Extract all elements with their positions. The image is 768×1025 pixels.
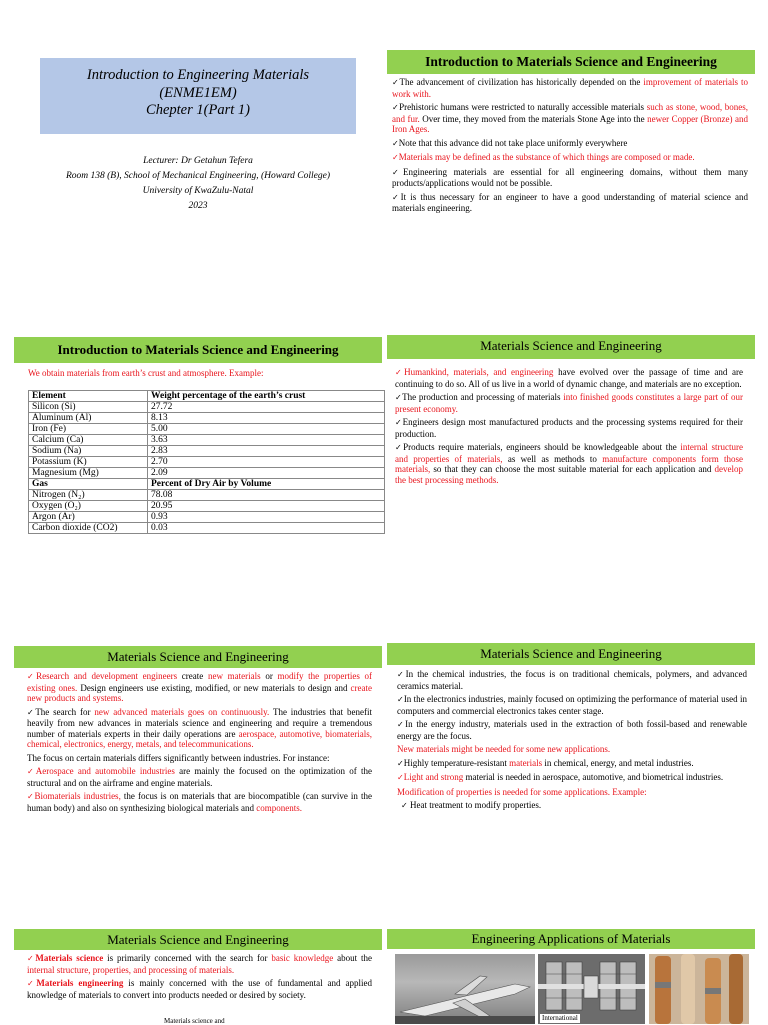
text-segment: manufacture components form those materials, (395, 453, 743, 474)
checkmark-icon: ✓ (395, 368, 405, 377)
aircraft-photo (395, 954, 535, 1024)
bullet-list (395, 367, 743, 488)
bullet-item (395, 442, 743, 485)
prosthetics-photo (649, 954, 749, 1024)
text-segment: Heat treatment to modify properties. (407, 800, 542, 810)
bullet-item (392, 77, 748, 99)
checkmark-icon: ✓ (27, 954, 36, 963)
table-cell: Oxygen (O₂) (29, 501, 148, 512)
table-cell: 78.08 (148, 490, 385, 501)
text-segment: Materials engineering (36, 978, 124, 988)
text-segment: is primarily concerned with the search for (103, 953, 272, 963)
checkmark-icon: ✓ (27, 767, 36, 776)
text-segment: In the energy industry, materials used in the extraction of both fossil-based and renewable energy are the focus. (397, 719, 748, 741)
slide-header: Materials Science and Engineering (14, 646, 382, 668)
slide-header: Introduction to Materials Science and Engineering (14, 337, 382, 363)
composition-table (28, 390, 385, 534)
bullet-item (397, 669, 747, 691)
text-segment: is mainly concerned with the use of fundamental and applied knowledge of materials to convert into products needed or desired by society. (27, 978, 372, 1000)
checkmark-icon: ✓ (397, 773, 404, 782)
checkmark-icon: ✓ (27, 979, 37, 988)
photo-label: International (542, 1014, 578, 1022)
checkmark-icon: ✓ (395, 418, 403, 427)
text-segment: modify the properties of existing ones. (27, 671, 373, 693)
slide-1 (14, 44, 382, 304)
slide-header: Engineering Applications of Materials (387, 929, 755, 949)
checkmark-icon: ✓ (397, 720, 406, 729)
content-blocks (27, 671, 372, 816)
table-row (29, 446, 385, 457)
bullet-item (27, 671, 372, 704)
checkmark-icon: ✓ (397, 695, 404, 704)
table-cell: 2.83 (148, 446, 385, 457)
table-row (29, 424, 385, 435)
table-cell: 20.95 (148, 501, 385, 512)
text-segment: internal structure and properties of materials, (395, 442, 744, 464)
table-header-row (29, 479, 385, 490)
title-box (40, 58, 356, 134)
table-cell: 2.09 (148, 468, 385, 479)
slide-2 (387, 50, 755, 310)
bullet-item (392, 192, 748, 214)
text-segment: create new products and systems. (27, 682, 372, 703)
header-cell: Weight percentage of the earth’s crust (148, 391, 385, 402)
table-cell: 3.63 (148, 435, 385, 446)
slide-header: Materials Science and Engineering (387, 335, 755, 359)
text-segment: Products require materials, engineers should be knowledgeable about the (403, 442, 681, 452)
table-cell: Sodium (Na) (29, 446, 148, 457)
lecturer-university: University of KwaZulu-Natal (142, 186, 254, 196)
table-row (29, 457, 385, 468)
table-cell: Silicon (Si) (29, 402, 148, 413)
text-segment: Research and development engineers (36, 671, 178, 681)
text-segment: aerospace, automotive, biomaterials, chemical, electronics, energy, metals, and telecommunications. (27, 728, 372, 749)
table-cell: Nitrogen (N₂) (29, 490, 148, 501)
bullet-item (27, 953, 372, 975)
table-cell: Argon (Ar) (29, 512, 148, 523)
checkmark-icon: ✓ (392, 103, 400, 112)
bullet-item (392, 138, 748, 150)
text-segment: Materials science (35, 953, 104, 963)
checkmark-icon: ✓ (392, 78, 400, 87)
header-cell: Percent of Dry Air by Volume (148, 479, 385, 490)
table-row (29, 523, 385, 534)
text-segment: The search for (35, 706, 95, 717)
text-segment: as well as methods to (502, 453, 603, 464)
text-segment: materials (509, 757, 543, 768)
text-segment: the focus is on materials that are biocompatible (can survive in the human body) and also on synthesizing biological materials and (27, 791, 372, 813)
table-cell: 2.70 (148, 457, 385, 468)
table-cell: Potassium (K) (29, 457, 148, 468)
paragraph (27, 753, 372, 764)
text-segment: or (260, 671, 278, 681)
text-segment: Over time, they moved from the materials Stone Age into the (419, 113, 648, 124)
text-segment: Engineering materials are essential for all engineering domains, without them many products/applications would not be possible. (392, 166, 749, 188)
bullet-list (392, 77, 748, 217)
text-segment: newer Copper (Bronze) and Iron Ages. (392, 113, 748, 134)
title-line-2: (ENME1EM) (159, 84, 237, 101)
text-segment: create (177, 671, 208, 681)
bullet-item (392, 102, 748, 135)
table-cell: 5.00 (148, 424, 385, 435)
slide-7 (14, 929, 382, 1024)
bullet-item (395, 367, 743, 389)
text-segment: Note that this advance did not take place uniformly everywhere (398, 137, 628, 148)
checkmark-icon: ✓ (392, 167, 404, 177)
text-segment: in chemical, energy, and metal industries. (542, 757, 694, 768)
slide-4 (387, 335, 755, 595)
slide-3 (14, 337, 382, 597)
content-blocks (397, 669, 747, 815)
table-cell: 0.93 (148, 512, 385, 523)
content-blocks (27, 953, 372, 1003)
text-segment: about the (333, 953, 373, 963)
text-segment: such as stone, wood, bones, and fur. (392, 102, 749, 124)
text-segment: Engineers design most manufactured products and the processing systems required for their production. (395, 417, 743, 439)
text-segment: material is needed in aerospace, automotive, and biometrical industries. (463, 772, 724, 782)
text-segment: are mainly the focused on the optimization of the structural and on the airframe and engine materials. (27, 766, 372, 788)
bullet-item (27, 766, 372, 788)
text-segment: new materials (207, 671, 261, 681)
diagram-caption: Materials science and (164, 1017, 225, 1025)
checkmark-icon: ✓ (401, 801, 408, 810)
paragraph (397, 744, 747, 755)
title-line-3: Chepter 1(Part 1) (146, 102, 250, 118)
table-cell: 0.03 (148, 523, 385, 534)
bullet-item (397, 772, 747, 784)
table-row (29, 512, 385, 523)
text-segment: In the electronics industries, mainly focused on optimizing the performance of material used in computers and commercial electronics takes center stage. (397, 694, 747, 716)
text-segment: Light and strong (403, 772, 464, 782)
text-segment: and engineering (493, 367, 554, 377)
lecturer-info (14, 154, 382, 214)
bullet-item (397, 758, 747, 770)
bullet-item (392, 167, 748, 189)
text-segment: The industries that benefit heavily from new advances in materials science and engineering and require a tremendous number of materials experts in their daily operations are (27, 706, 372, 739)
slide-6 (387, 643, 755, 903)
text-segment: In the chemical industries, the focus is on traditional chemicals, polymers, and advanced ceramics material. (397, 669, 748, 691)
text-segment: internal structure, properties, and processing of materials. (27, 964, 235, 975)
table-row (29, 413, 385, 424)
checkmark-icon: ✓ (397, 670, 406, 679)
text-segment: new advanced materials goes on continuously. (94, 706, 270, 717)
table-cell: 27.72 (148, 402, 385, 413)
header-cell: Element (29, 391, 148, 402)
text-segment: It is thus necessary for an engineer to have a good understanding of material science and materials engineering. (392, 191, 748, 213)
prosthetic-limb-icon (649, 954, 749, 1024)
text-segment: Aerospace and automobile industries (35, 766, 175, 776)
checkmark-icon: ✓ (395, 443, 404, 452)
slide-header: Materials Science and Engineering (387, 643, 755, 665)
text-segment: The production and processing of materials (402, 392, 564, 402)
bullet-item (395, 392, 743, 414)
text-segment: improvement of materials to work with. (392, 77, 749, 99)
header-cell: Gas (29, 479, 148, 490)
table-cell: Calcium (Ca) (29, 435, 148, 446)
bullet-item (395, 417, 743, 439)
checkmark-icon: ✓ (27, 792, 35, 801)
bullet-item (397, 800, 747, 812)
slide-5 (14, 646, 382, 906)
text-segment: so that they can choose the most suitable material for each application and (430, 464, 715, 474)
bullet-item (27, 978, 372, 1000)
text-segment: develop the best processing methods. (395, 464, 743, 485)
space-station-photo (538, 954, 645, 1024)
checkmark-icon: ✓ (392, 192, 401, 202)
table-row (29, 435, 385, 446)
text-segment: New materials might be needed for some new applications. (397, 744, 611, 754)
table-cell: Iron (Fe) (29, 424, 148, 435)
table-row (29, 490, 385, 501)
bullet-item (392, 152, 748, 164)
checkmark-icon: ✓ (27, 672, 37, 681)
text-segment: Biomaterials industries, (34, 791, 121, 801)
text-segment: have evolved over the passage of time and are continuing to do so. All of us live in a world of dynamic change, and materials are no exception. (395, 367, 744, 389)
checkmark-icon: ✓ (392, 153, 399, 162)
table-row (29, 501, 385, 512)
bullet-item (27, 791, 372, 813)
table-cell: Aluminum (Al) (29, 413, 148, 424)
lecturer-name: Lecturer: Dr Getahun Tefera (143, 156, 253, 166)
text-segment: components. (256, 802, 302, 813)
table-cell: Magnesium (Mg) (29, 468, 148, 479)
slide-header: Materials Science and Engineering (14, 929, 382, 950)
checkmark-icon: ✓ (27, 707, 36, 717)
checkmark-icon: ✓ (392, 138, 399, 148)
table-row (29, 402, 385, 413)
slide-8 (387, 929, 755, 1024)
text-segment: basic knowledge (271, 953, 334, 963)
text-segment: Prehistoric humans were restricted to naturally accessible materials (399, 102, 647, 112)
text-segment: Highly temperature-resistant (403, 757, 510, 768)
lecturer-room: Room 138 (B), School of Mechanical Engineering, (Howard College) (65, 171, 330, 181)
slide-header: Introduction to Materials Science and Engineering (387, 50, 755, 74)
text-segment: Design engineers use existing, modified, or new materials to design and (77, 682, 351, 693)
text-segment: into finished goods constitutes a large part of our present economy. (395, 392, 743, 414)
bullet-item (397, 719, 747, 741)
title-line-1: Introduction to Engineering Materials (86, 67, 310, 83)
intro-text: We obtain materials from earth’s crust and atmosphere. Example: (28, 368, 264, 378)
aircraft-icon (395, 954, 535, 1024)
bullet-item (397, 694, 747, 716)
text-segment: Materials may be defined as the substance of which things are composed or made. (398, 152, 695, 162)
text-segment: The focus on certain materials differs significantly between industries. For instance: (27, 752, 330, 763)
table-cell: Carbon dioxide (CO2) (29, 523, 148, 534)
text-segment: Humankind, materials, (404, 367, 494, 377)
bullet-item (27, 707, 372, 750)
table-row (29, 468, 385, 479)
text-segment: Modification of properties is needed for some applications. Example: (397, 786, 647, 797)
lecturer-year: 2023 (188, 201, 208, 211)
paragraph (397, 787, 747, 798)
checkmark-icon: ✓ (395, 393, 403, 402)
checkmark-icon: ✓ (397, 758, 404, 768)
table-cell: 8.13 (148, 413, 385, 424)
text-segment: The advancement of civilization has historically depended on the (399, 77, 644, 87)
table-header-row (29, 391, 385, 402)
